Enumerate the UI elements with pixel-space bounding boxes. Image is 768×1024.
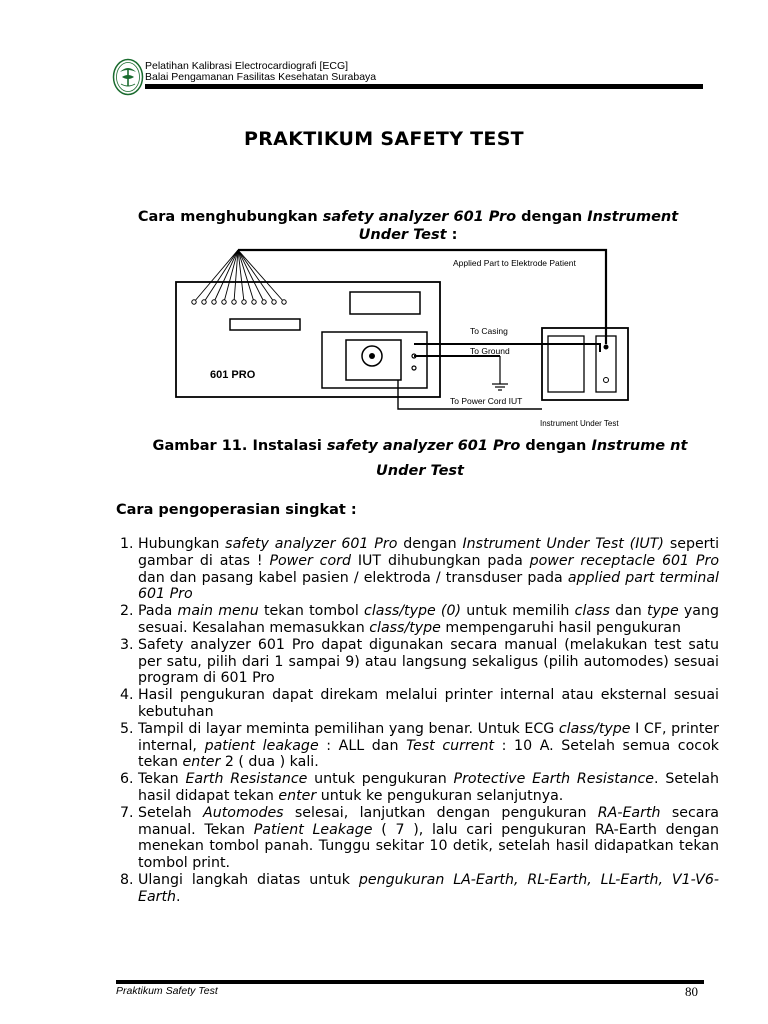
section-heading: Cara pengoperasian singkat : [116,502,357,518]
page-title: PRAKTIKUM SAFETY TEST [244,128,524,150]
label-casing: To Casing [470,326,508,336]
list-item: 5. Tampil di layar meminta pemilihan yang benar. Untuk ECG class/type I CF, printer internal, patient leakage : ALL dan Test current : 10 A. Setelah semua cocok tekan enter 2 ( dua ) kali. [138,721,719,771]
label-iut: Instrument Under Test [540,419,619,428]
list-item: 3. Safety analyzer 601 Pro dapat digunakan secara manual (melakukan test satu per satu, pilih dari 1 sampai 9) atau langsung sekaligus (pilih automodes) sesuai program di 601 Pro [138,637,719,687]
electrode-leads [194,250,284,302]
list-item: 6. Tekan Earth Resistance untuk pengukuran Protective Earth Resistance. Setelah hasil didapat tekan enter untuk ke pengukuran selanjutnya. [138,771,719,805]
list-item: 8. Ulangi langkah diatas untuk pengukuran LA-Earth, RL-Earth, LL-Earth, V1-V6-Earth. [138,872,719,906]
footer-title: Praktikum Safety Test [116,985,218,997]
header-logo [112,58,144,96]
list-item: 7. Setelah Automodes selesai, lanjutkan dengan pengukuran RA-Earth secara manual. Tekan Patient Leakage ( 7 ), lalu cari pengukuran RA-Earth dengan menekan tombol panah. Tunggu sekitar 10 detik, setelah hasil didapatkan tekan tombol print. [138,805,719,872]
list-item: 1. Hubungkan safety analyzer 601 Pro dengan Instrument Under Test (IUT) seperti gambar di atas ! Power cord IUT dihubungkan pada power receptacle 601 Pro dan dan pasang kabel pasien / elektroda / transduser pada applied part terminal 601 Pro [138,536,719,603]
electrode-terminals [192,300,286,304]
steps-list [116,536,719,906]
footer-rule [116,980,704,984]
label-power-cord: To Power Cord IUT [450,396,523,406]
header-line-1: Pelatihan Kalibrasi Electrocardiografi [ECG] [145,60,349,72]
header-line-2: Balai Pengamanan Fasilitas Kesehatan Surabaya [145,71,377,83]
list-item: 4. Hasil pengukuran dapat direkam melalui printer internal atau eksternal sesuai kebutuhan [138,687,719,721]
connection-diagram [170,244,640,432]
label-ground: To Ground [470,346,510,356]
ministry-logo-icon [112,58,144,96]
safety-analyzer-diagram [170,244,640,432]
analyzer-slot [230,319,300,330]
header-rule [145,84,703,89]
page-number: 80 [685,984,698,999]
analyzer-display [350,292,420,314]
iut-body [542,328,628,400]
figure-intro: Cara menghubungkan safety analyzer 601 Pro dengan Instrument Under Test : [137,209,679,243]
figure-caption: Gambar 11. Instalasi safety analyzer 601 Pro dengan Instrume nt Under Test [152,438,688,479]
device-label: 601 PRO [210,369,256,381]
label-applied-part: Applied Part to Elektrode Patient [453,258,576,268]
list-item: 2. Pada main menu tekan tombol class/type (0) untuk memilih class dan type yang sesuai. Kesalahan memasukkan class/type mempengaruhi hasil pengukuran [138,603,719,637]
